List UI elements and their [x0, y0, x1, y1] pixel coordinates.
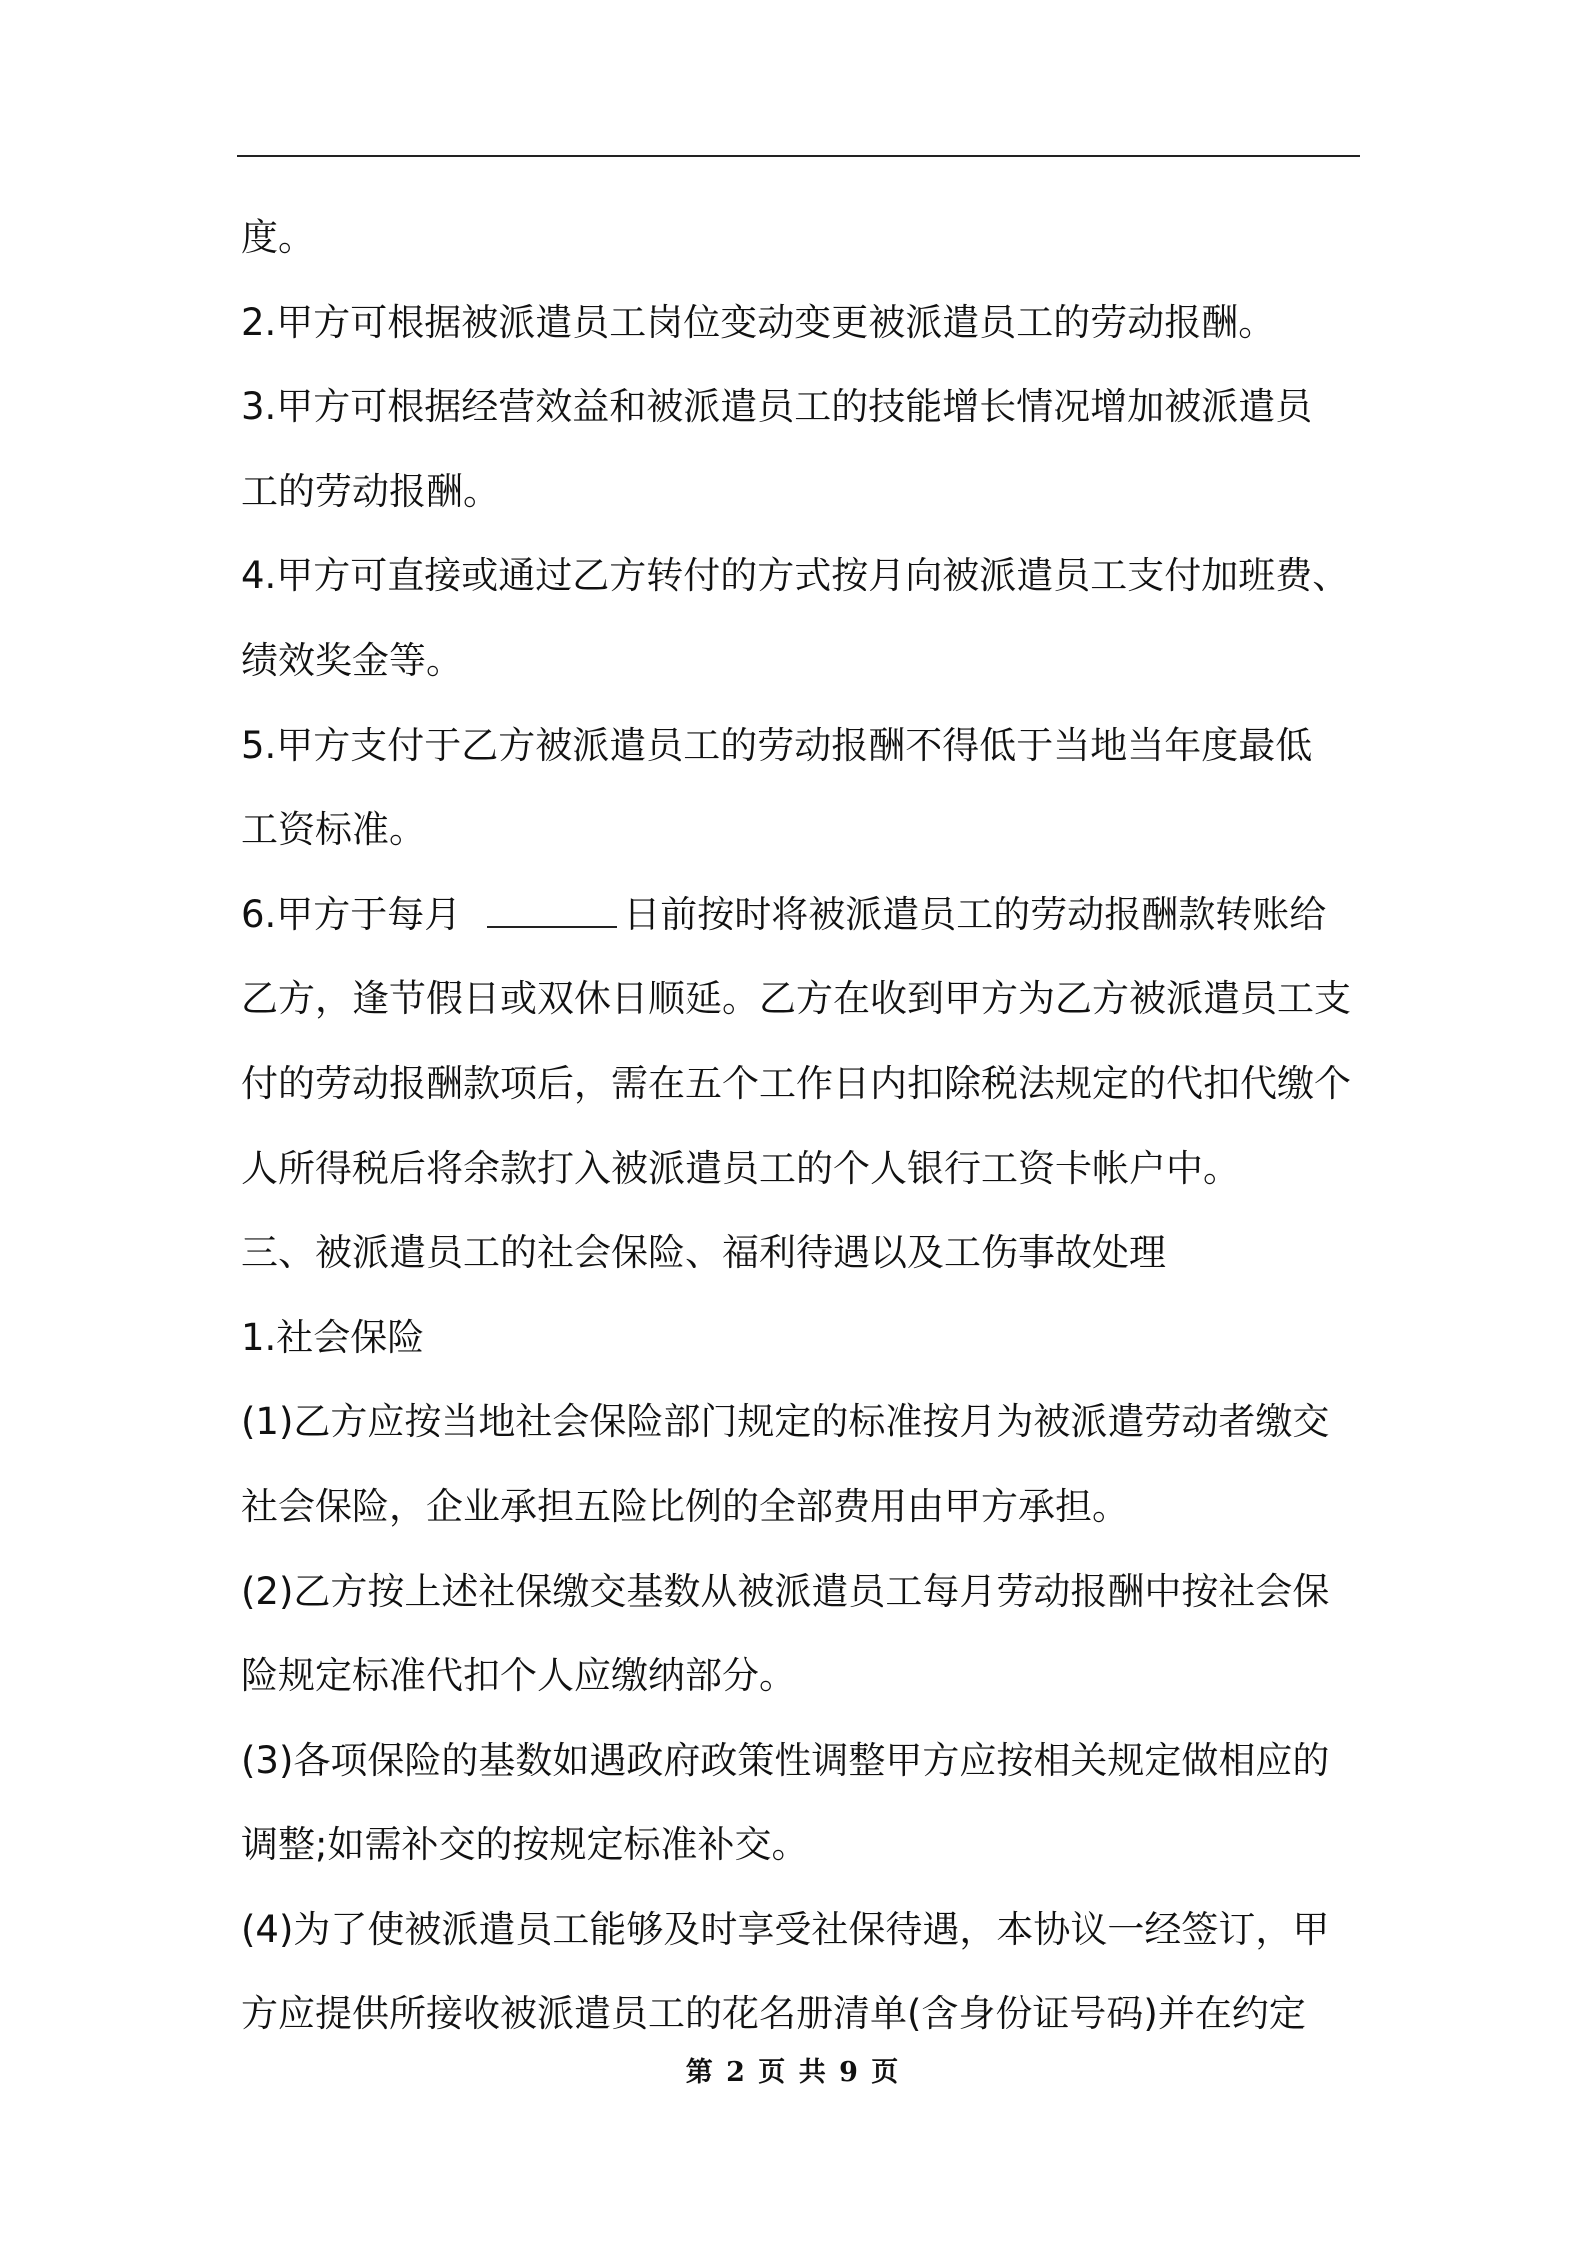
text-segment: 日前按时将被派遣员工的劳动报酬款转账给 [623, 892, 1327, 936]
text-line: 调整;如需补交的按规定标准补交。 [241, 1823, 809, 1867]
text-line: 工资标准。 [241, 808, 426, 852]
text-line: 社会保险，企业承担五险比例的全部费用由甲方承担。 [241, 1484, 1129, 1528]
text-line: 度。 [241, 216, 315, 259]
text-line: (2)乙方按上述社保缴交基数从被派遣员工每月劳动报酬中按社会保 [241, 1569, 1330, 1613]
subsection-heading: 1.社会保险 [241, 1315, 425, 1359]
header-rule [237, 155, 1360, 157]
text-line: 绩效奖金等。 [241, 638, 463, 682]
text-line-with-blank [241, 873, 1366, 958]
text-line: 工的劳动报酬。 [241, 469, 500, 513]
text-line: 人所得税后将余款打入被派遣员工的个人银行工资卡帐户中。 [241, 1146, 1240, 1190]
fill-in-blank [487, 925, 617, 928]
text-line: 乙方，逢节假日或双休日顺延。乙方在收到甲方为乙方被派遣员工支 [241, 977, 1351, 1021]
document-body [241, 196, 1366, 2057]
text-line: (4)为了使被派遣员工能够及时享受社保待遇，本协议一经签订，甲 [241, 1907, 1330, 1951]
text-line: (1)乙方应按当地社会保险部门规定的标准按月为被派遣劳动者缴交 [241, 1400, 1330, 1444]
text-line: 险规定标准代扣个人应缴纳部分。 [241, 1654, 796, 1698]
text-line: 付的劳动报酬款项后，需在五个工作日内扣除税法规定的代扣代缴个 [241, 1061, 1351, 1105]
text-line: 方应提供所接收被派遣员工的花名册清单(含身份证号码)并在约定 [241, 1992, 1306, 2036]
text-line: 5.甲方支付于乙方被派遣员工的劳动报酬不得低于当地当年度最低 [241, 723, 1313, 767]
page-number-footer: 第 2 页 共 9 页 [685, 2057, 901, 2088]
section-heading: 三、被派遣员工的社会保险、福利待遇以及工伤事故处理 [241, 1231, 1166, 1275]
text-line: (3)各项保险的基数如遇政府政策性调整甲方应按相关规定做相应的 [241, 1738, 1330, 1782]
text-line: 2.甲方可根据被派遣员工岗位变动变更被派遣员工的劳动报酬。 [241, 300, 1276, 344]
text-segment: 6.甲方于每月 [241, 892, 462, 936]
text-line: 3.甲方可根据经营效益和被派遣员工的技能增长情况增加被派遣员 [241, 385, 1313, 429]
text-line: 4.甲方可直接或通过乙方转付的方式按月向被派遣员工支付加班费、 [241, 554, 1350, 598]
